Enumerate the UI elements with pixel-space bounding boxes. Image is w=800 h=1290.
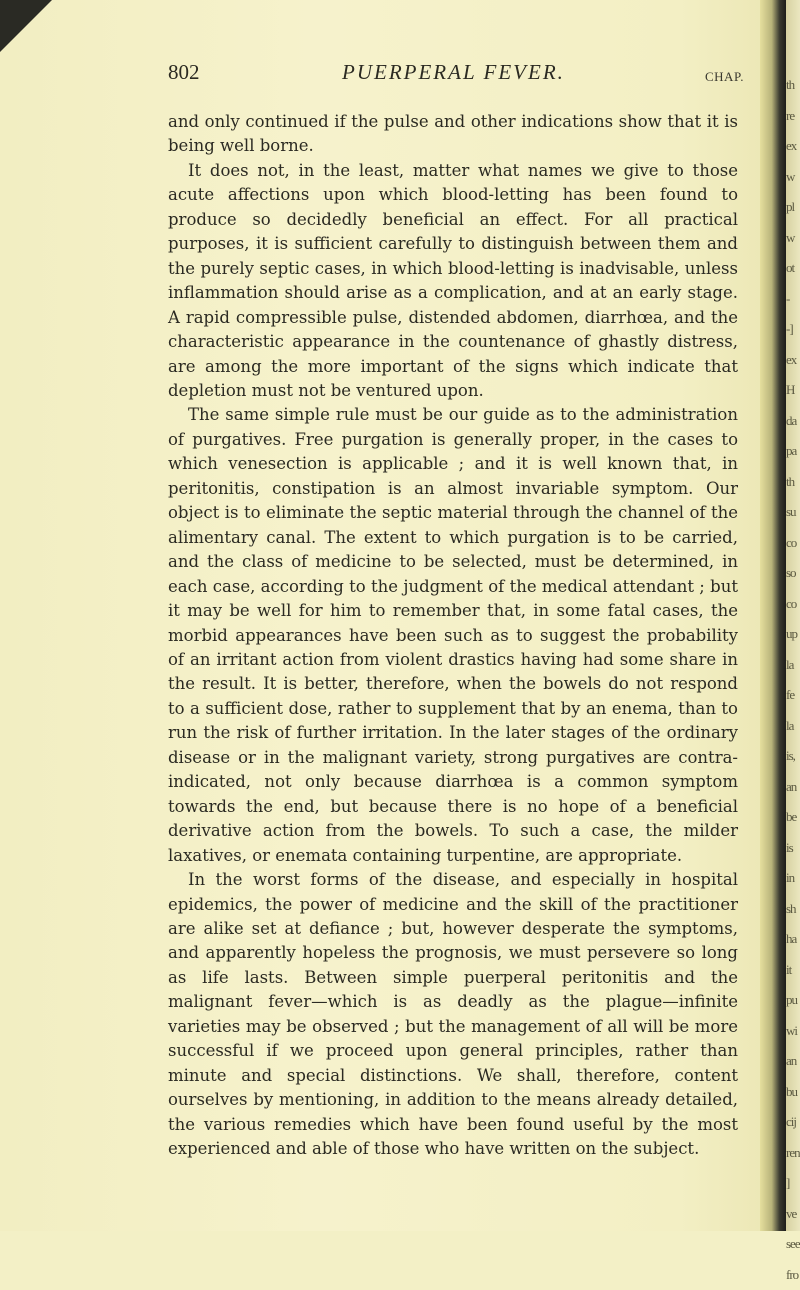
facing-page-fragment: is, bbox=[786, 741, 800, 772]
facing-page-fragment: fe bbox=[786, 680, 800, 711]
facing-page-fragment: bu bbox=[786, 1077, 800, 1108]
facing-page-fragment: H bbox=[786, 375, 800, 406]
body-text bbox=[168, 110, 738, 1161]
facing-page-fragment: pl bbox=[786, 192, 800, 223]
facing-page-fragment: w bbox=[786, 162, 800, 193]
facing-page-fragment: wi bbox=[786, 1016, 800, 1047]
page-header bbox=[168, 60, 744, 90]
facing-page-fragment: be bbox=[786, 802, 800, 833]
facing-page-fragment: up bbox=[786, 619, 800, 650]
facing-page-fragment: cij bbox=[786, 1107, 800, 1138]
chapter-label: CHAP. bbox=[705, 69, 744, 85]
facing-page-fragment: an bbox=[786, 772, 800, 803]
facing-page-fragment: an bbox=[786, 1046, 800, 1077]
facing-page-fragment: th bbox=[786, 70, 800, 101]
facing-page-fragment: th bbox=[786, 467, 800, 498]
page-number: 802 bbox=[168, 60, 200, 85]
facing-page-fragment: it bbox=[786, 955, 800, 986]
facing-page-fragment: ve bbox=[786, 1199, 800, 1230]
facing-page-fragment: da bbox=[786, 406, 800, 437]
facing-page-fragment: fro bbox=[786, 1260, 800, 1290]
paragraph: In the worst forms of the disease, and especially in hospital epidemics, the power of medicine and the skill of the practitioner are alike set at defiance ; but, however desperate the symptoms, and apparently hopeless the prognosis, we must persevere so long as life lasts. Between simple puerperal peritonitis and the malignant fever—which is as deadly as the plague—infinite varieties may be observed ; but the management of all will be more successful if we proceed upon general principles, rather than minute and special distinctions. We shall, therefore, content ourselves by mentioning, in addition to the means already detailed, the various remedies which have been found useful by the most experienced and able of those who have written on the subject. bbox=[168, 868, 738, 1161]
facing-page-fragment: co bbox=[786, 528, 800, 559]
facing-page-fragment: ] bbox=[786, 1168, 800, 1199]
facing-page-fragment: la bbox=[786, 711, 800, 742]
paragraph: and only continued if the pulse and other indications show that it is being well borne. bbox=[168, 110, 738, 159]
running-title: PUERPERAL FEVER. bbox=[342, 60, 565, 85]
facing-page-fragment: ot bbox=[786, 253, 800, 284]
page-corner-shadow bbox=[0, 0, 52, 52]
paragraph: It does not, in the least, matter what names we give to those acute affections upon which blood-letting has been found to produce so decidedly beneficial an effect. For all practical purposes, it is sufficient carefully to distinguish between them and the purely septic cases, in which blood-letting is inadvisable, unless inflammation should arise as a complication, and at an early stage. A rapid compressible pulse, distended abdomen, diarrhœa, and the characteristic appearance in the countenance of ghastly distress, are among the more important of the signs which indicate that depletion must not be ventured upon. bbox=[168, 159, 738, 404]
facing-page-fragment: - bbox=[786, 284, 800, 315]
facing-page-fragment: ha bbox=[786, 924, 800, 955]
facing-page-fragment: -] bbox=[786, 314, 800, 345]
facing-page-fragment: pa bbox=[786, 436, 800, 467]
facing-page-fragment: la bbox=[786, 650, 800, 681]
facing-page-fragment: in bbox=[786, 863, 800, 894]
facing-page-fragment: sh bbox=[786, 894, 800, 925]
facing-page-text-fragments bbox=[786, 70, 800, 1290]
facing-page-fragment: is bbox=[786, 833, 800, 864]
paragraph: The same simple rule must be our guide as to the administration of purgatives. Free purgation is generally proper, in the cases to which venesection is applicable ; and it is well known that, in peritonitis, constipation is an almost invariable symptom. Our object is to eliminate the septic material through the channel of the alimentary canal. The extent to which purgation is to be carried, and the class of medicine to be selected, must be determined, in each case, according to the judgment of the medical attendant ; but it may be well for him to remember that, in some fatal cases, the morbid appearances have been such as to suggest the probability of an irritant action from violent drastics having had some share in the result. It is better, therefore, when the bowels do not respond to a sufficient dose, rather to supplement that by an enema, than to run the risk of further irritation. In the later stages of the ordinary disease or in the malignant variety, strong purgatives are contra-indicated, not only because diarrhœa is a common symptom towards the end, but because there is no hope of a beneficial derivative action from the bowels. To such a case, the milder laxatives, or enemata containing turpentine, are appropriate. bbox=[168, 403, 738, 868]
facing-page-edge bbox=[786, 0, 800, 1231]
facing-page-fragment: re bbox=[786, 101, 800, 132]
facing-page-fragment: ren bbox=[786, 1138, 800, 1169]
facing-page-fragment: ex bbox=[786, 131, 800, 162]
facing-page-fragment: co bbox=[786, 589, 800, 620]
facing-page-fragment: so bbox=[786, 558, 800, 589]
facing-page-fragment: su bbox=[786, 497, 800, 528]
facing-page-fragment: pu bbox=[786, 985, 800, 1016]
book-spine-gutter bbox=[760, 0, 786, 1231]
facing-page-fragment: ex bbox=[786, 345, 800, 376]
facing-page-fragment: see bbox=[786, 1229, 800, 1260]
facing-page-fragment: w bbox=[786, 223, 800, 254]
